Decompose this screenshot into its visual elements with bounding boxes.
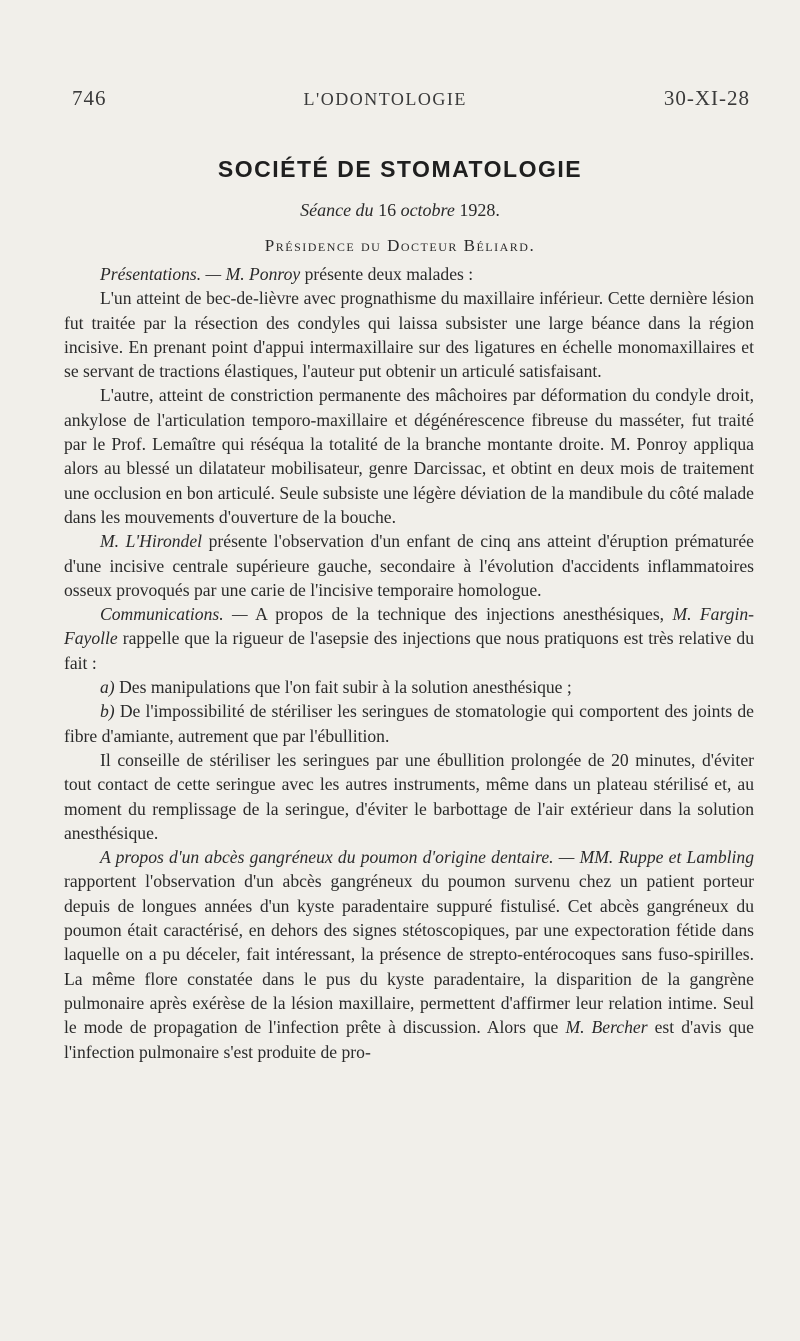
paragraph-advice: Il conseille de stériliser les seringues par une ébullition prolongée de 20 minutes, d'éviter tout contact de cette seringue avec les autres instruments, même dans un plateau stérilisé et, au moment du remplissage de la seringue, d'éviter le barbottage de l'air extérieur dans la solution anesthésique. (64, 749, 754, 843)
paragraph-text: rapportent l'observation d'un abcès gangréneux du poumon survenu chez un patient porteur depuis de longues années d'un kyste paradentaire suppuré fistulisé. Cet abcès gangréneux du poumon était caractérisé, en dehors des signes stétoscopiques, par une expectoration fétide dans laquelle on a pu déceler, fait intéressant, la présence de strepto-entérocoques sans fuso-spirilles. La même flore constatée dans le pus du kyste paradentaire, la disparition de la gangrène pulmonaire après exérèse de la lésion maxillaire, permettent d'affirmer leur relation intime. Seul le mode de propagation de l'infection prête à discussion. Alors que (64, 871, 754, 1038)
communications-heading: Communications. — (100, 604, 248, 625)
running-head (72, 86, 750, 111)
paragraph-text: présente l'observation d'un enfant de cinq ans atteint d'éruption prématurée d'une incisive centrale supérieure gauche, secondaire à l'évolution d'accidents inflammatoires osseux provoqués par une carie de l'incisive temporaire homologue. (64, 531, 754, 600)
section-title: SOCIÉTÉ DE STOMATOLOGIE (217, 156, 583, 182)
paragraph-text: Des manipulations que l'on fait subir à la solution anesthésique ; (119, 677, 572, 698)
paragraph-abces (64, 845, 754, 1064)
abces-heading: A propos d'un abcès gangréneux du poumon d'origine dentaire. — MM. Ruppe et Lambling (100, 847, 754, 868)
paragraph-text: est d'avis que l'infection pulmonaire s'est produite de pro- (64, 1017, 754, 1062)
presidence-line: Présidence du Docteur Béliard. (264, 236, 536, 255)
issue-date: 30-XI-28 (663, 86, 750, 110)
seance-day: 16 (378, 200, 397, 220)
seance-month: octobre (400, 200, 455, 220)
list-item-a (64, 675, 754, 699)
article-body (64, 262, 754, 1064)
author-name: M. Bercher (565, 1017, 648, 1038)
list-letter: b) (100, 701, 115, 722)
paragraph-text: présente deux malades : (304, 264, 474, 284)
paragraph-lhirondel (64, 529, 754, 602)
seance-label: Séance du (300, 200, 374, 220)
paragraph-text: rappelle que la rigueur de l'asepsie des injections que nous pratiquons est très relative du fait : (64, 628, 754, 673)
paragraph-presentations (64, 262, 754, 286)
seance-line (0, 200, 800, 221)
paragraph-communications (64, 602, 754, 675)
author-name: M. Fargin-Fayolle (64, 604, 754, 649)
paragraph-case-2: L'autre, atteint de constriction permanente des mâchoires par déformation du condyle droit, ankylose de l'articulation temporo-maxillaire et dégénérescence fibreuse du masséter, fut traité par le Prof. Lemaître qui réséqua la totalité de la branche montante droite. M. Ponroy appliqua alors au blessé un dilatateur mobilisateur, genre Darcissac, et obtint en deux mois de traitement une occlusion en bon articulé. Seule subsiste une légère déviation de la mandibule du côté malade dans les mouvements d'ouverture de la bouche. (64, 385, 754, 527)
author-name: M. L'Hirondel (100, 531, 203, 552)
seance-year: 1928. (459, 200, 500, 220)
presentations-heading: Présentations. — M. Ponroy (100, 264, 301, 284)
paragraph-text: De l'impossibilité de stériliser les seringues de stomatologie qui comportent des joints de fibre d'amiante, autrement que par l'ébullition. (64, 701, 754, 746)
page-number: 746 (72, 86, 107, 110)
journal-title: L'ODONTOLOGIE (303, 89, 467, 109)
paragraph-case-1: L'un atteint de bec-de-lièvre avec prognathisme du maxillaire inférieur. Cette dernière lésion fut traitée par la résection des condyles qui laissa subsister une large béance dans la région incisive. En prenant point d'appui intermaxillaire sur des ligatures en échelle monomaxillaires et se servant de tractions élastiques, l'auteur put obtenir un articulé satisfaisant. (64, 288, 754, 382)
list-item-b (64, 699, 754, 748)
list-letter: a) (100, 677, 115, 698)
paragraph-text: A propos de la technique des injections anesthésiques, (255, 604, 665, 625)
